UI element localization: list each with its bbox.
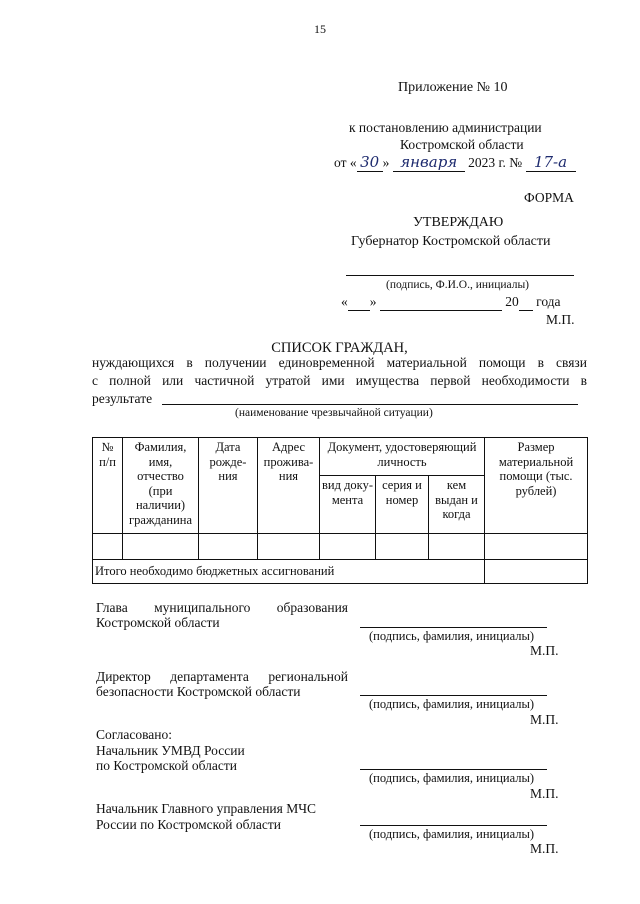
signature-1-line2: Костромской области (96, 615, 220, 630)
signature-1-line1: Глава муниципального образования (96, 600, 348, 615)
signature-4-line2: России по Костромской области (96, 817, 282, 832)
signature-2-stamp: М.П. (530, 712, 559, 727)
approve-stamp: М.П. (546, 312, 575, 327)
header-num: № п/п (93, 438, 123, 534)
list-subtitle-2: с полной или частичной утратой ими имущества первой необходимости в (92, 373, 587, 388)
signature-3-line (360, 769, 547, 770)
signature-4-stamp: М.П. (530, 841, 559, 856)
signature-3-line1: Начальник УМВД России (96, 743, 245, 758)
approve-signature-line (346, 275, 574, 276)
total-label: Итого необходимо бюджетных ассигнований (93, 560, 485, 584)
citizens-table (92, 437, 588, 584)
approve-year-suffix: года (536, 294, 561, 309)
situation-caption: (наименование чрезвычайной ситуации) (235, 407, 433, 419)
form-label: ФОРМА (524, 190, 574, 205)
signature-2-line2: безопасности Костромской области (96, 684, 301, 699)
signature-2-line (360, 695, 547, 696)
signature-2-line1: Директор департамента региональной (96, 669, 348, 684)
list-subtitle-1: нуждающихся в получении единовременной материальной помощи в связи (92, 355, 587, 370)
total-value (485, 560, 588, 584)
approve-date-close: » (369, 294, 377, 309)
approve-position: Губернатор Костромской области (351, 234, 551, 249)
approve-title: УТВЕРЖДАЮ (413, 215, 504, 230)
approve-date-open: « (341, 294, 348, 309)
header-amount: Размер материальной помощи (тыс. рублей) (485, 438, 588, 534)
header-document: Документ, удостоверяющий личность (320, 438, 485, 476)
signature-4-line (360, 825, 547, 826)
appendix-line1: к постановлению администрации (349, 120, 542, 135)
signature-3-agreed: Согласовано: (96, 727, 172, 742)
signature-1-line (360, 627, 547, 628)
approve-date-line (341, 294, 561, 311)
approve-signature-caption: (подпись, Ф.И.О., инициалы) (386, 279, 530, 291)
date-prefix: от « (334, 155, 357, 170)
header-name: Фамилия, имя, отчество (при наличии) гражданина (123, 438, 199, 534)
date-mid: » (382, 155, 390, 170)
list-title: СПИСОК ГРАЖДАН, (271, 340, 408, 356)
date-year: 2023 г. № (468, 155, 523, 170)
signature-4-line1: Начальник Главного управления МЧС (96, 801, 317, 816)
signature-1-stamp: М.П. (530, 643, 559, 658)
signature-4-caption: (подпись, фамилия, инициалы) (369, 827, 535, 841)
header-doc-series: серия и номер (376, 476, 429, 534)
date-day: 30 (357, 153, 383, 172)
page-number: 15 (314, 22, 326, 36)
table-row (93, 534, 588, 560)
date-month: января (393, 153, 465, 172)
signature-1-caption: (подпись, фамилия, инициалы) (369, 629, 535, 643)
appendix-date-line (334, 153, 576, 172)
appendix-line2: Костромской области (400, 137, 524, 152)
list-subtitle-3: результате (92, 391, 153, 406)
appendix-title: Приложение № 10 (398, 80, 508, 95)
header-doc-issued: кем выдан и когда (429, 476, 485, 534)
header-doc-type: вид доку-мента (320, 476, 376, 534)
signature-3-line2: по Костромской области (96, 758, 237, 773)
signature-2-caption: (подпись, фамилия, инициалы) (369, 697, 535, 711)
date-number: 17-а (526, 153, 576, 172)
signature-3-caption: (подпись, фамилия, инициалы) (369, 771, 535, 785)
header-address: Адрес прожива-ния (258, 438, 320, 534)
header-birth: Дата рожде-ния (199, 438, 258, 534)
signature-3-stamp: М.П. (530, 786, 559, 801)
approve-year-prefix: 20 (505, 294, 519, 309)
situation-line (162, 404, 578, 405)
